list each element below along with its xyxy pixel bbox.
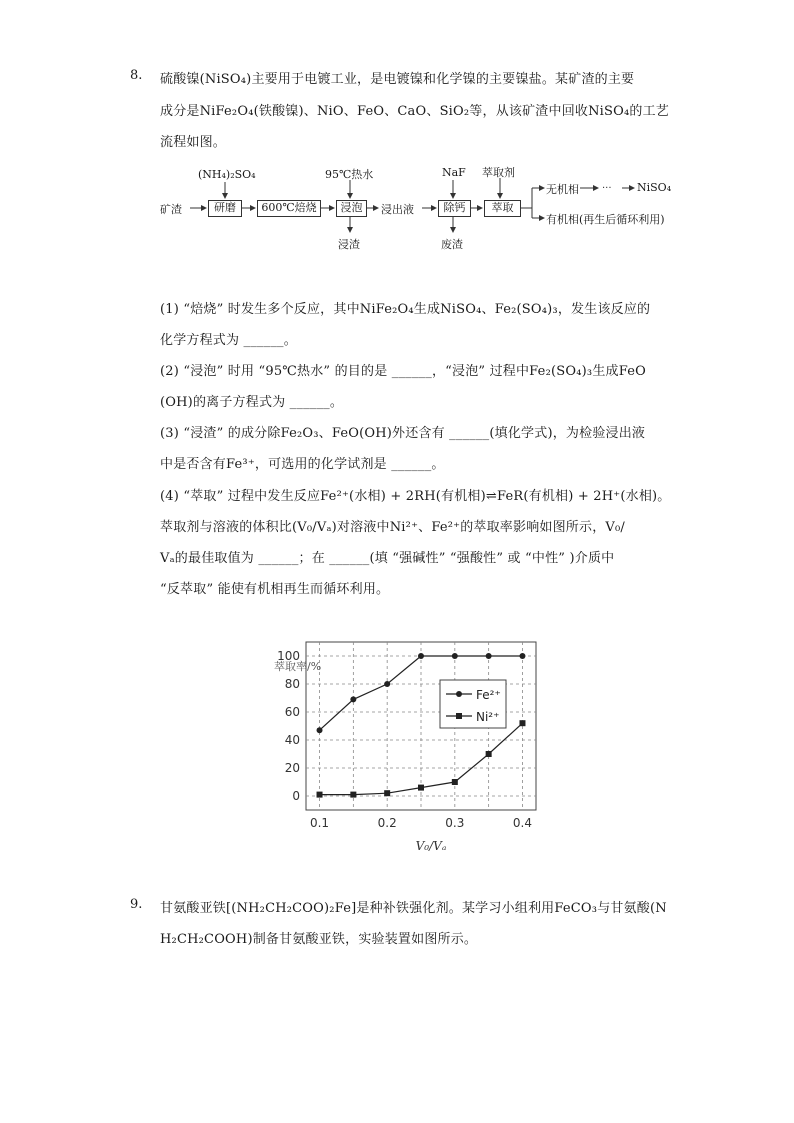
flow-leachate: 浸出液 <box>381 203 414 216</box>
flow-box-soaking: 浸泡 <box>336 200 367 217</box>
data-point-fe <box>418 653 424 659</box>
data-point-ni <box>519 720 525 726</box>
flow-reagent-naf: NaF <box>442 166 466 179</box>
q8-sub-2-line-1: (2) “浸泡” 时用 “95℃热水” 的目的是 ______，“浸泡” 过程中Fe₂(SO₄)₃生成FeO <box>160 364 646 379</box>
data-point-fe <box>317 727 323 733</box>
y-tick-label: 0 <box>292 789 300 803</box>
q8-sub-4-line-1: (4) “萃取” 过程中发生反应Fe²⁺(水相) + 2RH(有机相)⇌FeR(有机相) + 2H⁺(水相)。 <box>160 489 671 504</box>
flow-waste-leach-residue: 浸渣 <box>338 238 360 251</box>
data-point-ni <box>317 792 323 798</box>
flow-start-ore-slag: 矿渣 <box>160 203 182 216</box>
q8-sub-3-line-2: 中是否含有Fe³⁺，可选用的化学试剂是 ______。 <box>160 457 445 472</box>
flow-organic-phase: 有机相(再生后循环利用) <box>546 213 665 226</box>
x-tick-label: 0.2 <box>377 816 397 830</box>
chart-svg <box>250 630 550 860</box>
q8-intro-line-2: 成分是NiFe₂O₄(铁酸镍)、NiO、FeO、CaO、SiO₂等，从该矿渣中回收NiSO₄的工艺 <box>160 104 670 119</box>
q9-line-2: H₂CH₂COOH)制备甘氨酸亚铁，实验装置如图所示。 <box>160 932 478 947</box>
data-point-ni <box>452 779 458 785</box>
flow-reagent-ammonium-sulfate: (NH₄)₂SO₄ <box>198 168 256 181</box>
x-axis-label: V₀/Vₐ <box>415 839 447 853</box>
flow-inorganic-phase: 无机相 <box>546 183 579 196</box>
y-tick-label: 20 <box>284 761 300 775</box>
q8-intro-line-1: 硫酸镍(NiSO₄)主要用于电镀工业，是电镀镍和化学镍的主要镍盐。某矿渣的主要 <box>160 72 635 87</box>
legend-marker <box>456 691 462 697</box>
flow-waste-residue: 废渣 <box>441 238 463 251</box>
svg-text:···: ··· <box>602 183 612 194</box>
data-point-fe <box>452 653 458 659</box>
data-point-fe <box>486 653 492 659</box>
flow-box-extraction: 萃取 <box>484 200 521 217</box>
legend-marker <box>456 713 462 719</box>
y-tick-label: 60 <box>284 705 300 719</box>
q8-sub-1-line-1: (1) “焙烧” 时发生多个反应，其中NiFe₂O₄生成NiSO₄、Fe₂(SO₄)₃，发生该反应的 <box>160 302 651 317</box>
q8-sub-2-line-2: (OH)的离子方程式为 ______。 <box>160 395 344 410</box>
y-tick-label: 100 <box>277 649 300 663</box>
data-point-ni <box>486 751 492 757</box>
data-point-ni <box>350 792 356 798</box>
q8-intro-line-3: 流程如图。 <box>160 135 227 150</box>
process-flow-diagram <box>160 160 700 255</box>
legend-label: Fe²⁺ <box>476 688 501 702</box>
x-tick-label: 0.3 <box>445 816 465 830</box>
data-point-fe <box>519 653 525 659</box>
flow-box-grinding: 研磨 <box>208 200 242 217</box>
flow-box-calcium-removal: 除钙 <box>438 200 471 217</box>
q8-sub-4-line-3: Vₐ的最佳取值为 ______；在 ______(填 “强碱性” “强酸性” 或 “中性” )介质中 <box>160 551 615 566</box>
q8-sub-4-line-2: 萃取剂与溶液的体积比(V₀/Vₐ)对溶液中Ni²⁺、Fe²⁺的萃取率影响如图所示，V₀/ <box>160 520 625 535</box>
y-axis-label: 萃取率/% <box>274 660 322 673</box>
x-tick-label: 0.4 <box>512 816 533 830</box>
q8-sub-4-line-4: “反萃取” 能使有机相再生而循环利用。 <box>160 582 390 597</box>
flow-box-roasting: 600℃焙烧 <box>257 200 321 217</box>
q8-sub-3-line-1: (3) “浸渣” 的成分除Fe₂O₃、FeO(OH)外还含有 ______(填化学式)，为检验浸出液 <box>160 426 646 441</box>
y-tick-label: 40 <box>284 733 300 747</box>
question-8-number: 8. <box>130 68 143 83</box>
question-9-number: 9. <box>130 897 143 912</box>
data-point-ni <box>384 790 390 796</box>
y-tick-label: 80 <box>284 677 300 691</box>
q8-sub-1-line-2: 化学方程式为 ______。 <box>160 333 297 348</box>
data-point-fe <box>384 681 390 687</box>
flow-reagent-hot-water: 95℃热水 <box>325 168 374 181</box>
data-point-ni <box>418 785 424 791</box>
data-point-fe <box>350 696 356 702</box>
flow-product-niso4: NiSO₄ <box>637 181 672 194</box>
legend-label: Ni²⁺ <box>476 710 500 724</box>
flow-reagent-extractant: 萃取剂 <box>482 166 515 179</box>
q9-line-1: 甘氨酸亚铁[(NH₂CH₂COO)₂Fe]是种补铁强化剂。某学习小组利用FeCO₃与甘氨酸(N <box>160 901 667 916</box>
x-tick-label: 0.1 <box>309 816 330 830</box>
extraction-rate-chart <box>250 630 550 860</box>
